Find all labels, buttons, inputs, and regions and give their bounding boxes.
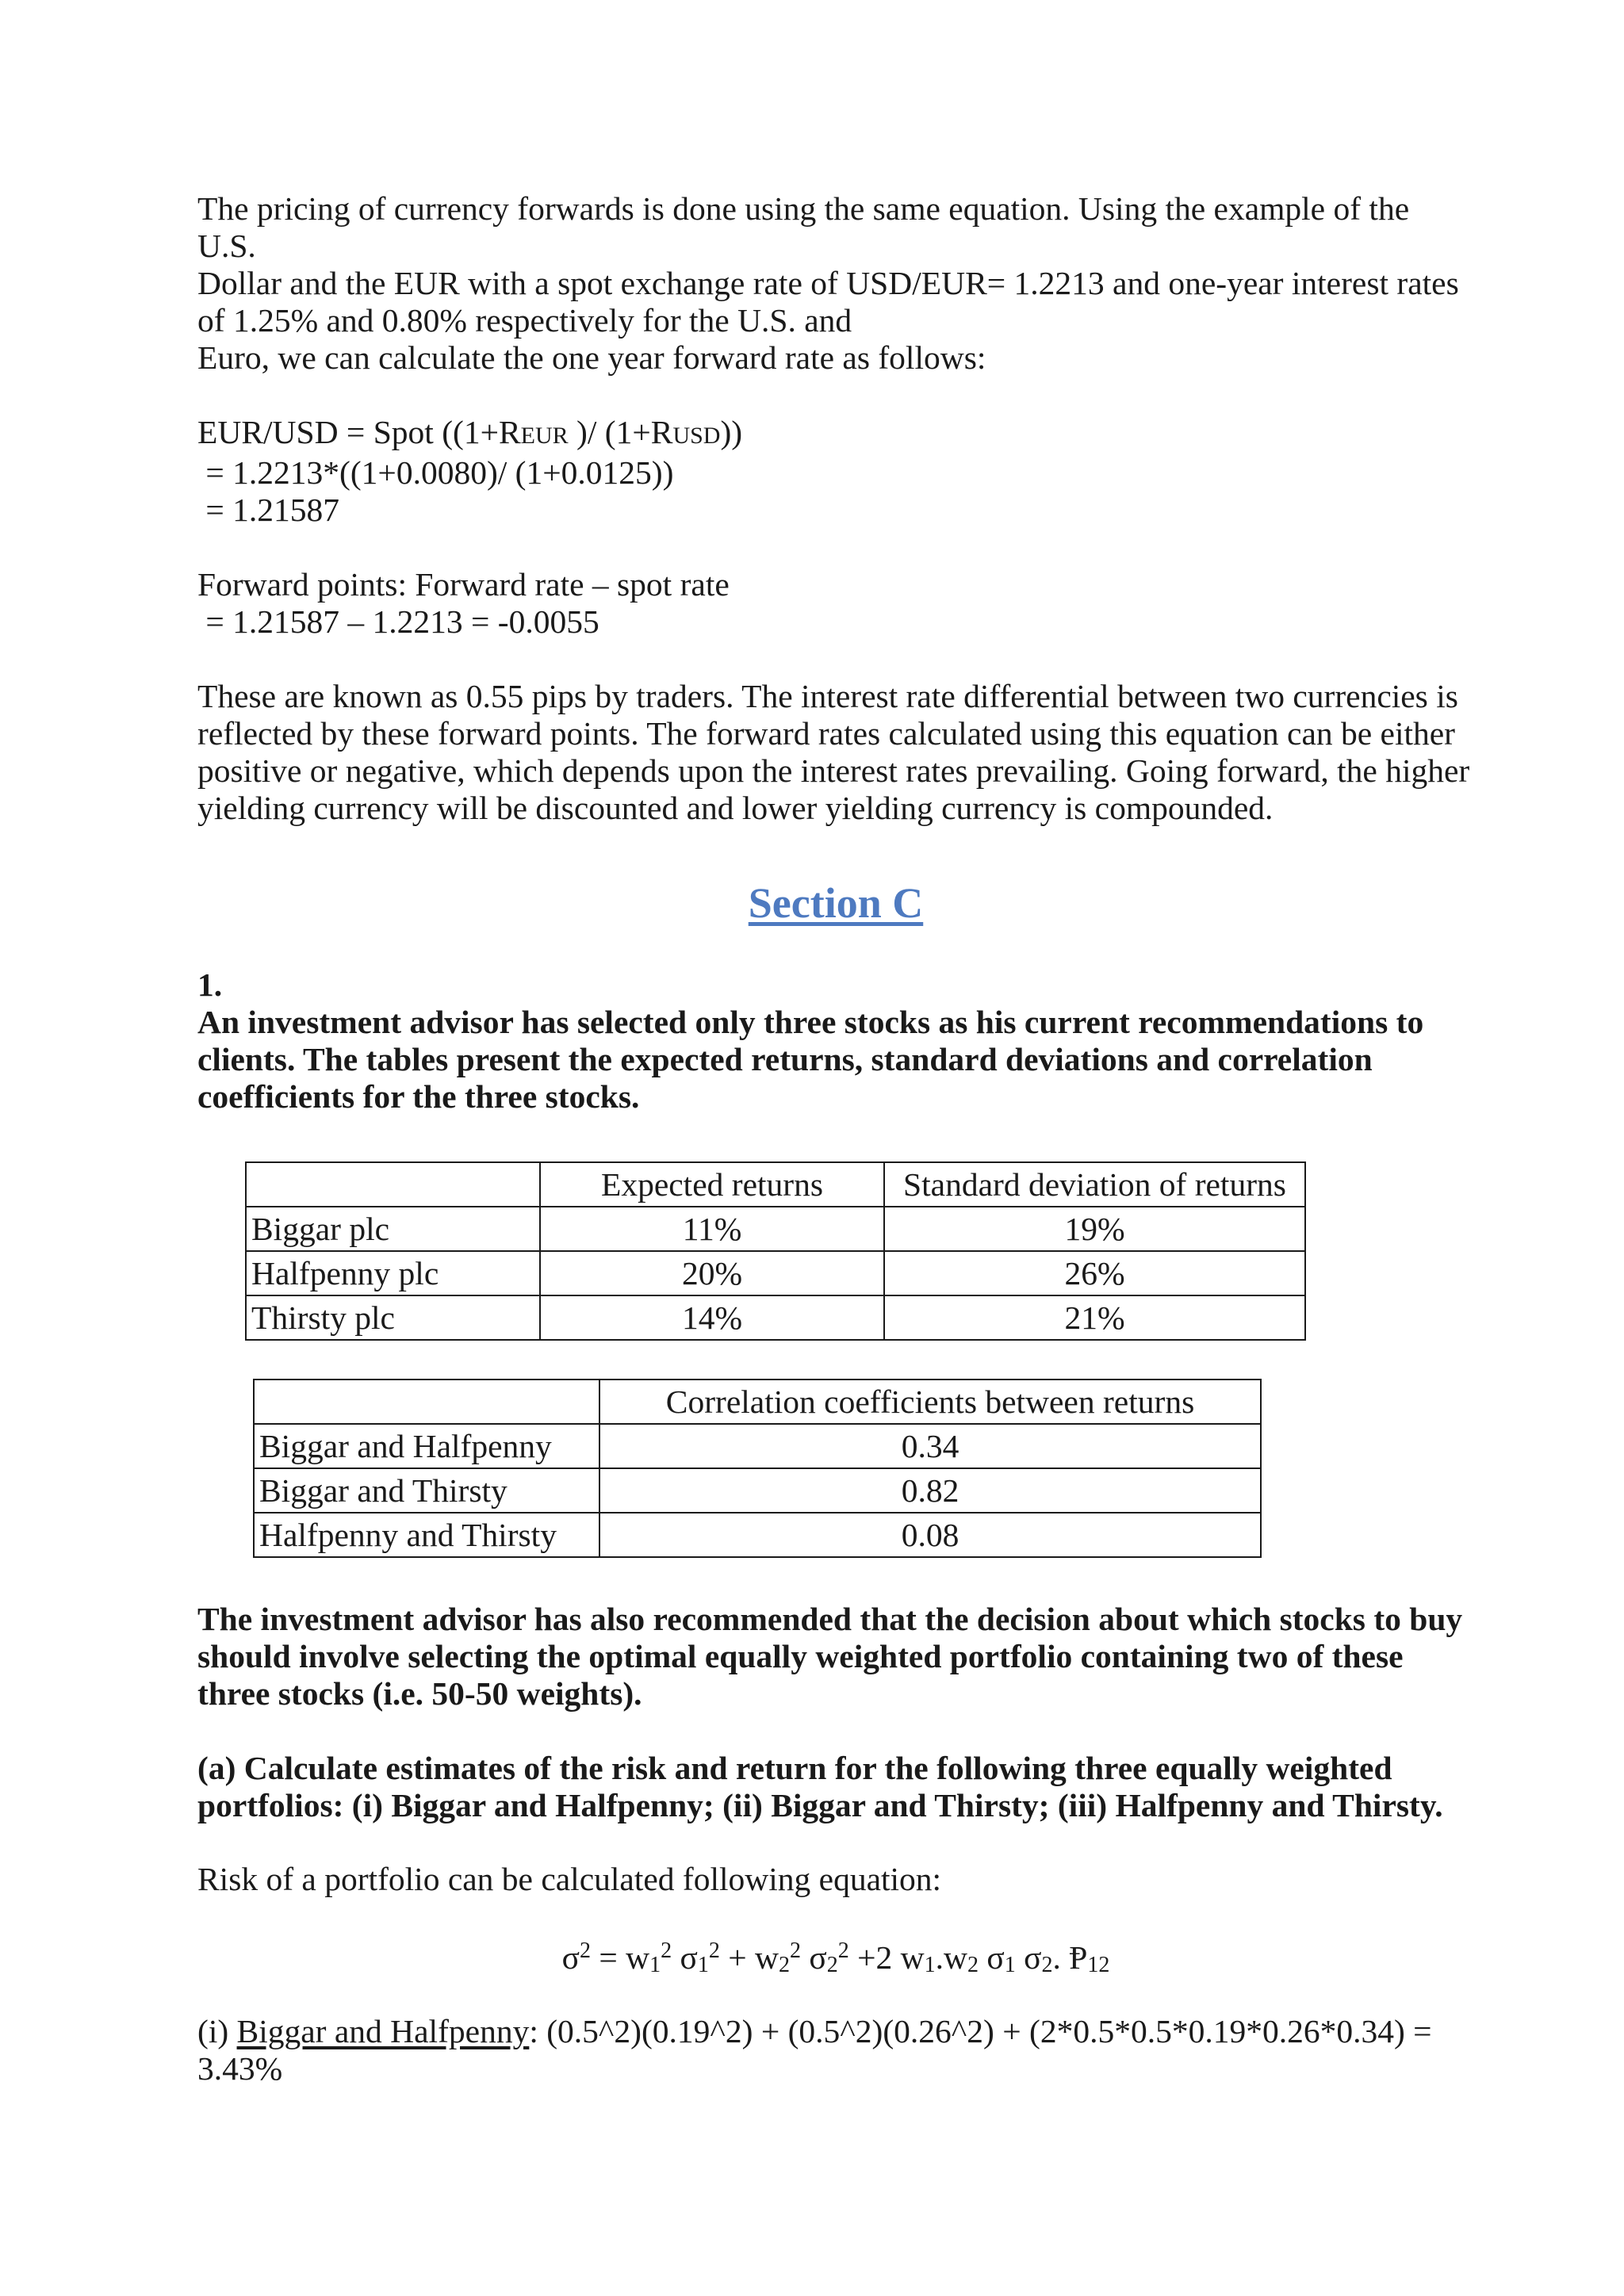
pips-line: positive or negative, which depends upon the interest rates prevailing. Going forward, the higher <box>197 752 1470 789</box>
table-row <box>246 1207 1305 1251</box>
forward-points-calc: = 1.21587 – 1.2213 = -0.0055 <box>197 603 599 640</box>
table-header-cell <box>246 1162 540 1207</box>
forward-formula-line: EUR/USD = Spot ((1+REUR )/ (1+RUSD)) <box>197 414 743 450</box>
expected-return-cell: 14% <box>540 1295 884 1340</box>
question-line: clients. The tables present the expected returns, standard deviations and correlation <box>197 1041 1373 1077</box>
table-header-cell: Standard deviation of returns <box>884 1162 1305 1207</box>
part-a-question <box>197 1750 1474 1824</box>
table-header-cell <box>254 1380 599 1424</box>
table-row <box>246 1295 1305 1340</box>
question-line: An investment advisor has selected only three stocks as his current recommendations to <box>197 1004 1424 1040</box>
pips-paragraph <box>197 678 1474 827</box>
forward-points <box>197 566 1474 641</box>
intro-line: Euro, we can calculate the one year forward rate as follows: <box>197 339 986 376</box>
table-header-row <box>246 1162 1305 1207</box>
std-dev-cell: 21% <box>884 1295 1305 1340</box>
std-dev-cell: 19% <box>884 1207 1305 1251</box>
portfolio-variance-formula: $\sigma^2 = w_1^2$ $\sigma_1^2 + w_2^2$ $\sigma_2^2 +2$ $w_1.w_2$ $\sigma_1$ $\sigma_2$. Ᵽ$_{12}$ <box>561 1938 1110 1977</box>
table-header-cell: Correlation coefficients between returns <box>599 1380 1261 1424</box>
table-header-row <box>254 1380 1261 1424</box>
pips-line: These are known as 0.55 pips by traders. The interest rate differential between two currencies is <box>197 678 1458 714</box>
calculation-i <box>197 2013 1474 2087</box>
intro-line: Dollar and the EUR with a spot exchange rate of USD/EUR= 1.2213 and one-year interest rates <box>197 265 1459 301</box>
calculation-line: (i) Biggar and Halfpenny: (0.5^2)(0.19^2) + (0.5^2)(0.26^2) + (2*0.5*0.5*0.19*0.26*0.34) = <box>197 2013 1432 2049</box>
correlation-cell: 0.82 <box>599 1468 1261 1513</box>
stock-name-cell: Biggar plc <box>246 1207 540 1251</box>
intro-line: The pricing of currency forwards is done using the same equation. Using the example of the U.S. <box>197 190 1410 264</box>
calculation-result: 3.43% <box>197 2050 283 2087</box>
advisor-paragraph <box>197 1601 1474 1712</box>
stock-name-cell: Thirsty plc <box>246 1295 540 1340</box>
pips-line: reflected by these forward points. The forward rates calculated using this equation can be either <box>197 715 1455 752</box>
expected-return-cell: 11% <box>540 1207 884 1251</box>
part-a-line: portfolios: (i) Biggar and Halfpenny; (ii) Biggar and Thirsty; (iii) Halfpenny and Thirsty. <box>197 1787 1443 1823</box>
forward-calc-line: = 1.2213*((1+0.0080)/ (1+0.0125)) <box>197 454 674 491</box>
correlation-table <box>253 1379 1262 1558</box>
pips-line: yielding currency will be discounted and lower yielding currency is compounded. <box>197 790 1274 826</box>
table-header-cell: Expected returns <box>540 1162 884 1207</box>
risk-intro: Risk of a portfolio can be calculated following equation: <box>197 1861 942 1897</box>
pair-name-cell: Halfpenny and Thirsty <box>254 1513 599 1557</box>
advisor-line: three stocks (i.e. 50-50 weights). <box>197 1675 642 1712</box>
part-a-line: (a) Calculate estimates of the risk and return for the following three equally weighted <box>197 1750 1392 1786</box>
intro-paragraph <box>197 190 1474 377</box>
section-title: Section C <box>748 879 924 927</box>
pair-name-cell: Biggar and Halfpenny <box>254 1424 599 1468</box>
stock-name-cell: Halfpenny plc <box>246 1251 540 1295</box>
expected-return-cell: 20% <box>540 1251 884 1295</box>
table-row <box>254 1468 1261 1513</box>
forward-result-line: = 1.21587 <box>197 492 340 528</box>
returns-table <box>245 1161 1306 1341</box>
table-row <box>254 1513 1261 1557</box>
question-block <box>197 966 1474 1115</box>
question-line: coefficients for the three stocks. <box>197 1078 640 1115</box>
table-row <box>246 1251 1305 1295</box>
correlation-cell: 0.34 <box>599 1424 1261 1468</box>
pair-name-cell: Biggar and Thirsty <box>254 1468 599 1513</box>
forward-rate-calculation <box>197 414 1474 529</box>
correlation-cell: 0.08 <box>599 1513 1261 1557</box>
biggar-halfpenny-link[interactable]: Biggar and Halfpenny <box>236 2013 530 2049</box>
document-page <box>197 190 1474 2087</box>
std-dev-cell: 26% <box>884 1251 1305 1295</box>
forward-points-line: Forward points: Forward rate – spot rate <box>197 566 730 603</box>
intro-line: of 1.25% and 0.80% respectively for the U.S. and <box>197 302 852 339</box>
advisor-line: The investment advisor has also recommended that the decision about which stocks to buy <box>197 1601 1463 1637</box>
question-number: 1. <box>197 966 223 1003</box>
advisor-line: should involve selecting the optimal equally weighted portfolio containing two of these <box>197 1638 1404 1674</box>
table-row <box>254 1424 1261 1468</box>
